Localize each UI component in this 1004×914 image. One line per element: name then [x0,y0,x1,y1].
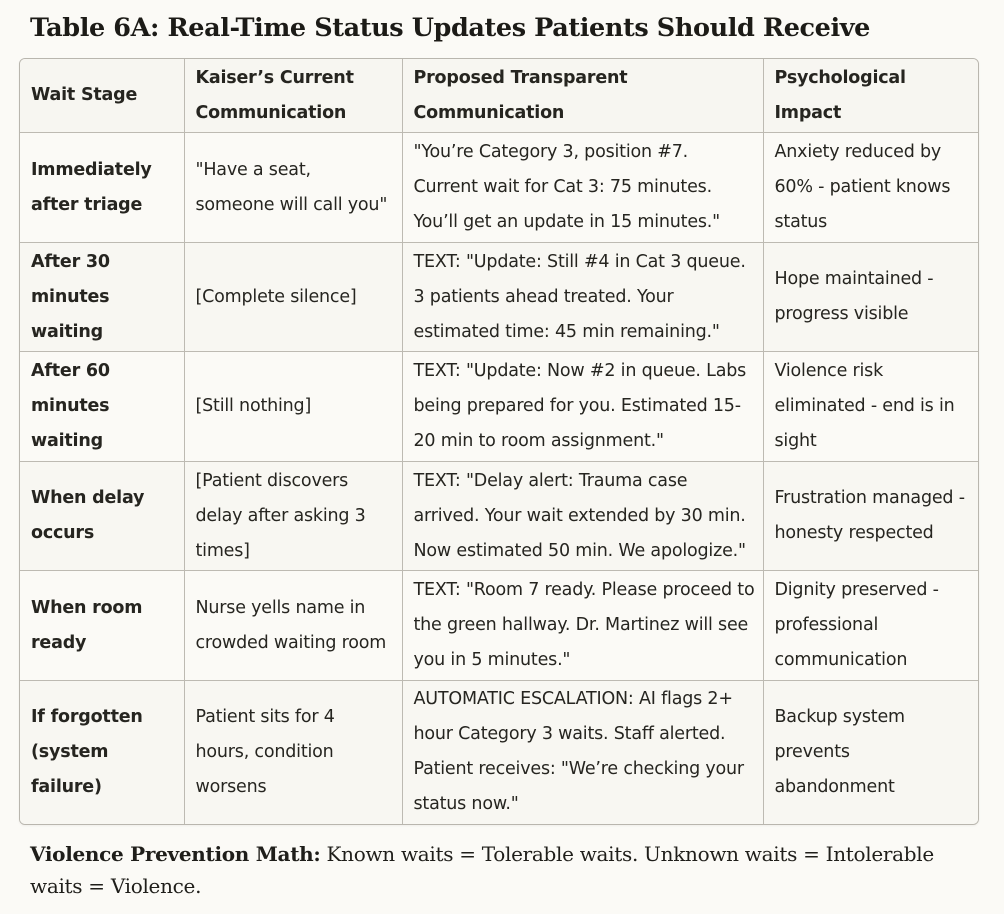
wait-stage-cell: Immediately after triage [20,133,184,243]
status-updates-table [19,58,979,825]
table-row [20,462,978,571]
wait-stage-cell: After 30 minutes waiting [20,243,184,352]
psychological-impact-cell: Backup system prevents abandonment [763,681,978,824]
current-communication-cell: Nurse yells name in crowded waiting room [184,571,402,681]
current-communication-cell: [Complete silence] [184,243,402,352]
current-communication-cell: [Still nothing] [184,352,402,462]
wait-stage-cell: After 60 minutes waiting [20,352,184,462]
proposed-communication-cell: TEXT: "Delay alert: Trauma case arrived. Your wait extended by 30 min. Now estimated 50 min. We apologize." [402,462,763,571]
wait-stage-cell: When delay occurs [20,462,184,571]
psychological-impact-cell: Violence risk eliminated - end is in sight [763,352,978,462]
proposed-communication-cell: TEXT: "Update: Still #4 in Cat 3 queue. 3 patients ahead treated. Your estimated time: 45 min remaining." [402,243,763,352]
header-proposed-communication: Proposed Transparent Communication [402,59,763,133]
proposed-communication-cell: TEXT: "Update: Now #2 in queue. Labs being prepared for you. Estimated 15-20 min to room assignment." [402,352,763,462]
psychological-impact-cell: Hope maintained - progress visible [763,243,978,352]
table-header-row [20,59,978,133]
table-title: Table 6A: Real-Time Status Updates Patients Should Receive [30,13,871,43]
note-label: Violence Prevention Math: [30,842,321,866]
psychological-impact-cell: Frustration managed - honesty respected [763,462,978,571]
table-row [20,571,978,681]
current-communication-cell: [Patient discovers delay after asking 3 times] [184,462,402,571]
header-wait-stage: Wait Stage [20,59,184,133]
table-row [20,133,978,243]
wait-stage-cell: When room ready [20,571,184,681]
current-communication-cell: Patient sits for 4 hours, condition worsens [184,681,402,824]
header-current-communication: Kaiser’s Current Communication [184,59,402,133]
table-row [20,243,978,352]
table-row [20,681,978,824]
header-psychological-impact: Psychological Impact [763,59,978,133]
violence-prevention-note [30,838,960,902]
psychological-impact-cell: Anxiety reduced by 60% - patient knows status [763,133,978,243]
note-text: Known waits = Tolerable waits. Unknown waits = Intolerable waits = Violence. [30,842,934,898]
proposed-communication-cell: AUTOMATIC ESCALATION: AI flags 2+ hour Category 3 waits. Staff alerted. Patient receives: "We’re checking your status now." [402,681,763,824]
current-communication-cell: "Have a seat, someone will call you" [184,133,402,243]
table-row [20,352,978,462]
proposed-communication-cell: "You’re Category 3, position #7. Current wait for Cat 3: 75 minutes. You’ll get an update in 15 minutes." [402,133,763,243]
wait-stage-cell: If forgotten (system failure) [20,681,184,824]
psychological-impact-cell: Dignity preserved - professional communication [763,571,978,681]
proposed-communication-cell: TEXT: "Room 7 ready. Please proceed to the green hallway. Dr. Martinez will see you in 5 minutes." [402,571,763,681]
